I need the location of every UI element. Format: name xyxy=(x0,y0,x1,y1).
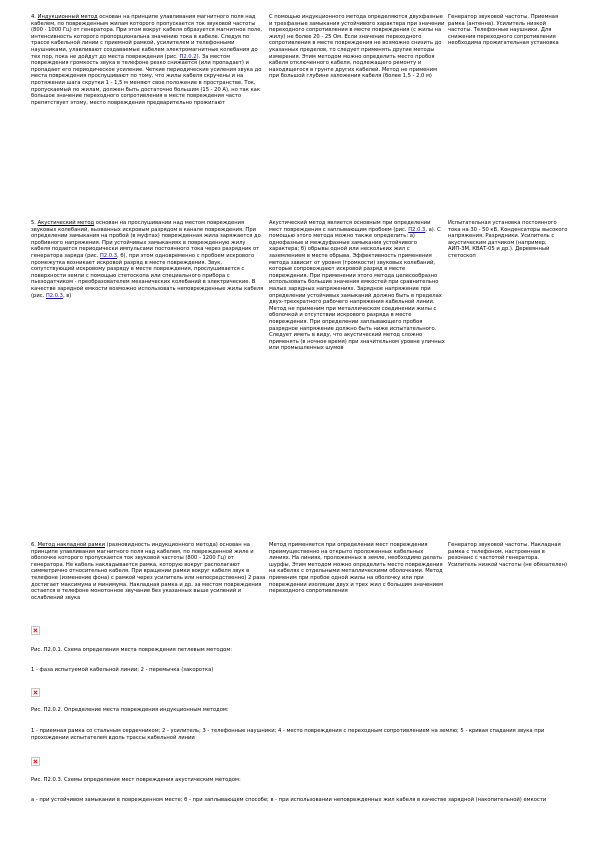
figure-caption: Рис. П2.0.2. Определение места повреждения индукционным методом: xyxy=(31,707,229,713)
figure-legend: 1 - фаза испытуемой кабельной линии; 2 - перемычка (закоротка) xyxy=(31,667,214,673)
methods-table xyxy=(31,14,571,626)
row-number: 6. xyxy=(31,542,36,548)
method-name: Индукционный метод xyxy=(37,14,98,20)
method-name: Метод накладной рамки xyxy=(37,542,105,548)
figure-link[interactable]: П2.0.3 xyxy=(408,226,426,233)
figure-block xyxy=(31,688,571,741)
table-row xyxy=(31,542,571,626)
method-description-cell: 6. Метод накладной рамки (разновидность индукционного метода) основан на принципе улавливания магнитного поля над кабелем, по поврежденной жиле и оболочке которого пропускается ток звуковой частоты (800 - 1200 Гц) от генератора. Не кабель накладывается рамка, которую вокруг располагают симметрично относительно кабеля. При вращении рамки вокруг кабеля звук в телефоне (изменение фона) с рамкой через усилитель или непосредственно) 2 раза достигает максимума и минимума. Накладная рамка и др. за местом повреждения остается в телефоне монотонное звучание без указанных выше усилений и ослаблений звука xyxy=(31,542,266,601)
method-equipment-cell: Генератор звуковой частоты. Приемная рамка (антенна). Усилитель низкой частоты. Телефонные наушники. Для снижения переходного сопротивления необходима прожигательная установка xyxy=(448,14,559,47)
figure-block xyxy=(31,757,571,803)
broken-image-icon xyxy=(31,626,40,635)
row-number: 4. xyxy=(31,14,36,20)
figure-link[interactable]: П2.0.2 xyxy=(179,53,197,60)
figure-link[interactable]: П2.0.3 xyxy=(45,292,63,299)
table-row xyxy=(31,14,571,220)
method-description-cell: 4. Индукционный метод основан на принципе улавливания магнитного поля над кабелем, по поврежденным жилам которого пропускается ток звуковой частоты (800 - 1000 Гц) от генератора. При этом вокруг кабеля образуется магнитное поле, интенсивность которого пропорциональна значению тока в кабеле. Следуя по трассе кабельной линии с приемной рамкой, усилителем и телефонными наушниками, улавливают создаваемые кабелем электромагнитные колебания до тех пор, пока не дойдут до места повреждения (рис. П2.0.2). За местом повреждения громкость звука в телефоне резко снижается (или пропадает) и пропадает его периодическое усиление. Четкие периодические усиления звука до места повреждения прослушивают по тому, что жилы кабеля скручены и на протяжении шага скрутки 1 - 1,5 м меняют свое положение в пространстве. Ток, пропускаемый по жилам, должен быть достаточно большим (15 - 20 А), но так как большое значение переходного сопротивления в месте повреждения часто препятствует этому, место повреждения предварительно прожигают xyxy=(31,14,263,106)
figure-caption: Рис. П2.0.3. Схемы определения мест повреждения акустическим методом: xyxy=(31,777,241,783)
method-application-cell: Метод применяется при определении мест повреждения преимущественно на открыто проложенных кабельных линиях. На линиях, проложенных в земле, необходимо делать шурфы. Этим методом можно определить место повреждения на кабелях с отдельными металлическими оболочками. Метод применим при пробое одной жилы на оболочку или при повреждении изоляции двух и трех жил с большим значением переходного сопротивления xyxy=(269,542,444,595)
method-application-cell: С помощью индукционного метода определяются двухфазные и трехфазные замыкания устойчивого характера при значении переходного сопротивления в месте повреждения (с жилы на жилу) не более 20 - 25 Ом. Если значение переходного сопротивления в месте повреждения не возможно снизить до указанных пределов, то следует применять другие методы измерения. Этим методом можно определить место пробоя кабеля отключенного кабеля, подлежащего ремонту и находящегося в грунте других кабелей. Метод не применим при большой глубине заложения кабеля (более 1,5 - 2,0 м) xyxy=(269,14,445,80)
figure-legend: 1 - приемная рамка со стальным сердечником; 2 - усилитель; 3 - телефонные наушники; 4 - место повреждения с переходным сопротивлением на землю; 5 - кривая спадания звука при прохождении испытателем вдоль трассы кабельной линии xyxy=(31,728,545,741)
method-equipment-cell: Генератор звуковой частоты. Накладная рамка с телефоном, настроенная в резонанс с частотой генератора. Усилитель низкой частоты (не обязателен) xyxy=(448,542,568,568)
broken-image-icon xyxy=(31,757,40,766)
figure-link[interactable]: П2.0.3 xyxy=(99,252,118,259)
method-application-cell: Акустический метод является основным при определении мест повреждения с заплывающим пробоем (рис. П2.0.3, а). С помощью этого метода можно также определить: а) однофазные и междуфазные замыкания устойчивого характера; б) обрывы одной или нескольких жил с заземлением в месте обрыва. Эффективность применения метода зависит от уровня (громкости) звуковых колебаний, которые сопровождают искровой разряд в месте повреждения. При применении этого метода целесообразно использовать большие значения емкостей при сравнительно малых зарядных напряжениях. Зарядное напряжение при определении устойчивых замыканий должно быть в пределах двух-трехкратного рабочего напряжения кабельной линии. Метод не применим при металлическом соединении жилы с оболочкой и отсутствии искрового разряда в месте повреждения. При определении заплывающего пробоя разрядное напряжение должно быть ниже испытательного. Следует иметь в виду, что акустический метод сложно применять (в ночное время) при значительном уровне уличных или промышленных шумов xyxy=(269,220,445,352)
broken-image-icon xyxy=(31,688,40,697)
figure-caption: Рис. П2.0.1. Схема определения места повреждения петлевым методом: xyxy=(31,647,232,653)
table-row xyxy=(31,220,571,542)
method-equipment-cell: Испытательная установка постоянного тока на 30 - 50 кВ. Конденсаторы высокого напряжения. Разрядники. Усилитель с акустическим датчиком (например, АИП-3М, КВАТ-05 и др.). Деревянный стетоскоп xyxy=(448,220,568,259)
figure-block xyxy=(31,626,571,673)
figure-legend: а - при устойчивом замыкании в поврежденном месте; б - при заплывающем способе; в - при использовании неповрежденных жил кабеля в качестве зарядной (накопительной) емкости xyxy=(31,797,547,803)
method-name: Акустический метод xyxy=(37,220,95,226)
row-number: 5. xyxy=(31,220,36,226)
method-description-cell: 5. Акустический метод основан на прослушивании над местом повреждения звуковых колебаний, вызванных искровым разрядом в канале повреждения. При определении замыкания на пробой (в муфтах) поврежденная жила заряжается до пробивного напряжения. При устойчивых замыканиях в поврежденную жилу кабеля подается периодически импульсами постоянного тока через разрядник от генератора заряда (рис. П2.0.3, б), при этом одновременно с пробоем искрового промежутка возникает искровой разряд в месте повреждения. Звук, сопутствующий искровому разряду в месте повреждения, прослушивается с поверхности земли с помощью стетоскопа или специального прибора с пьезодатчиком - преобразователем механических колебаний в электрические. В качестве зарядной емкости возможно использовать неповрежденные жилы кабеля (рис. П2.0.3, в) xyxy=(31,220,264,299)
